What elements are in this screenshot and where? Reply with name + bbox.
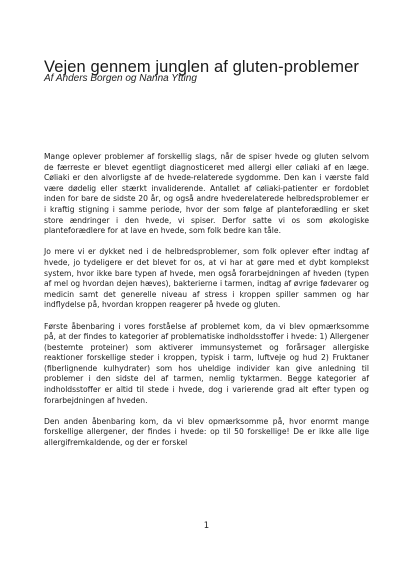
body-text xyxy=(44,152,369,459)
document-title: Vejen gennem junglen af gluten-problemer xyxy=(44,58,359,77)
paragraph: Jo mere vi er dykket ned i de helbredsproblemer, som folk oplever efter indtag af hvede, jo tydeligere er det blevet for os, at vi har at gøre med et dybt komplekst system, hvor ikke bare typen af hvede, men også forarbejdningen af hveden (typen af mel og hvordan dejen hæves), bakterierne i tarmen, indtag af øvrige fødevarer og medicin samt det generelle niveau af stress i kroppen spiller sammen og har indflydelse på, hvordan kroppen reagerer på hvede og gluten. xyxy=(44,247,369,310)
page-number: 1 xyxy=(203,521,210,531)
authors-line: Af Anders Borgen og Nanna Ytting xyxy=(44,73,197,84)
paragraph: Første åbenbaring i vores forståelse af problemet kom, da vi blev opmærksomme på, at der findes to kategorier af problematiske indholdsstoffer i hvede: 1) Allergener (bestemte proteiner) som aktiverer immunsystemet og forårsager allergiske reaktioner forskellige steder i kroppen, typisk i tarm, luftveje og hud 2) Fruktaner (fiberlignende kulhydrater) som hos uheldige individer kan give anledning til problemer i den sidste del af tarmen, nemlig tyktarmen. Begge kategorier af indholdsstoffer er altid til stede i hvede, dog i varierende grad alt efter typen og forarbejdningen af hveden. xyxy=(44,321,369,405)
paragraph: Den anden åbenbaring kom, da vi blev opmærksomme på, hvor enormt mange forskellige allergener, der findes i hvede: op til 50 forskellige! De er ikke alle lige allergifremkaldende, og der er forskel xyxy=(44,416,369,448)
paragraph: Mange oplever problemer af forskellig slags, når de spiser hvede og gluten selvom de færreste er blevet egentligt diagnosticeret med allergi eller cøliaki af en læge. Cøliaki er den alvorligste af de hvede-relaterede sygdomme. Den kan i værste fald være dødelig eller stærkt invaliderende. Antallet af cøliaki-patienter er fordoblet inden for bare de sidste 20 år, og også andre hvederelaterede helbredsproblemer er i kraftig stigning i samme periode, hvor der som følge af planteforædling er sket store ændringer i den hvede, vi spiser. Derfor satte vi os som økologiske planteforædlere for at lave en hvede, som folk bedre kan tåle. xyxy=(44,152,369,236)
